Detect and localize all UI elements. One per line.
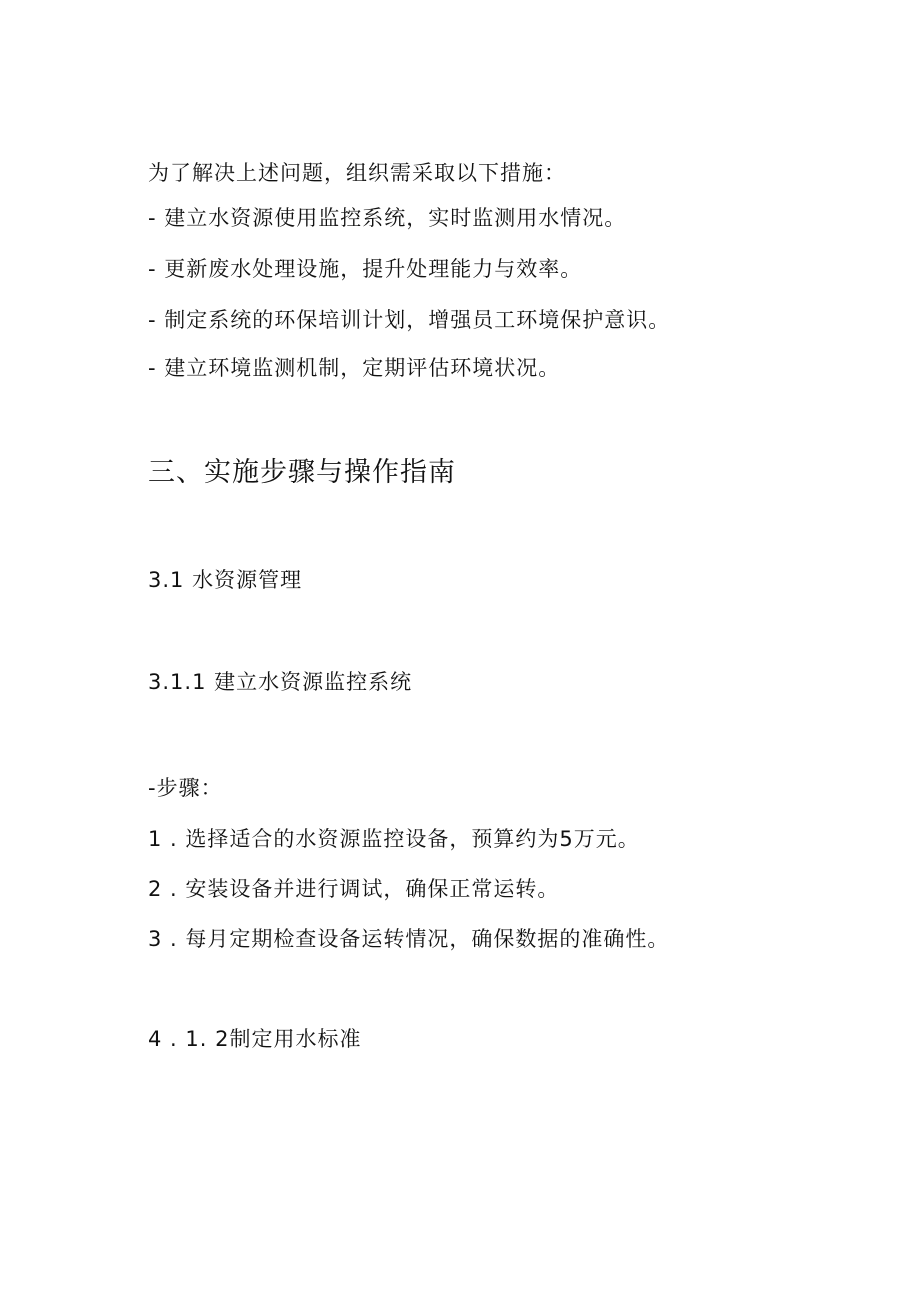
step-item: 1 . 选择适合的水资源监控设备，预算约为5万元。 — [148, 827, 640, 851]
measure-item: - 制定系统的环保培训计划，增强员工环境保护意识。 — [148, 308, 671, 332]
intro-paragraph: 为了解决上述问题，组织需采取以下措施： — [148, 161, 566, 185]
measure-item: - 建立水资源使用监控系统，实时监测用水情况。 — [148, 206, 627, 230]
next-subsection-heading: 4 . 1. 2制定用水标准 — [148, 1027, 362, 1051]
measure-item: - 更新废水处理设施，提升处理能力与效率。 — [148, 257, 583, 281]
section-heading: 三、实施步骤与操作指南 — [148, 457, 456, 488]
step-item: 3 . 每月定期检查设备运转情况，确保数据的准确性。 — [148, 927, 670, 951]
subsection-heading: 3.1 水资源管理 — [148, 568, 303, 592]
steps-label: -步骤： — [148, 776, 223, 800]
measure-item: - 建立环境监测机制，定期评估环境状况。 — [148, 356, 561, 380]
subsubsection-heading: 3.1.1 建立水资源监控系统 — [148, 670, 413, 694]
step-item: 2 . 安装设备并进行调试，确保正常运转。 — [148, 877, 560, 901]
